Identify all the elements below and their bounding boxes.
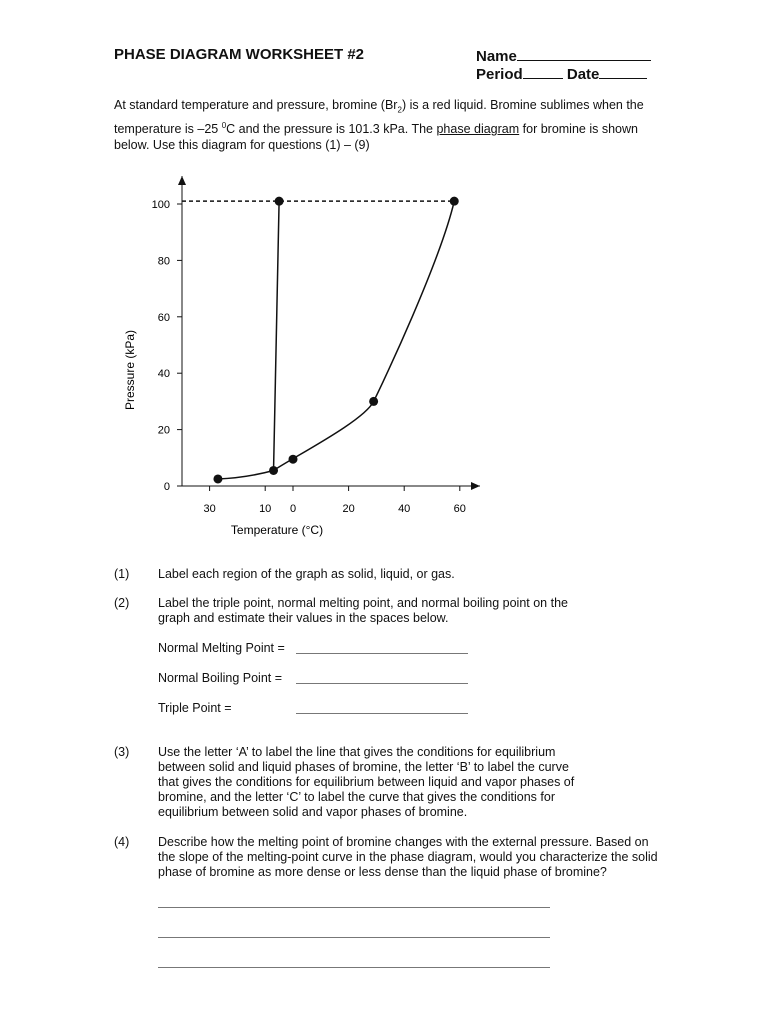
question-4-text: Describe how the melting point of bromine changes with the external pressure. Based on the slope of the melting-point curve in the phase diagram, would you characterize the solid phase of bromine as more dense or less dense than the liquid phase of bromine? bbox=[158, 835, 658, 879]
melting-point-answer[interactable] bbox=[296, 653, 468, 654]
period-date-field[interactable] bbox=[476, 64, 647, 83]
question-3-text: Use the letter ‘A’ to label the line that gives the conditions for equilibrium between solid and liquid phases of bromine, the letter ‘B’ to label the curve that gives the conditions for equilibrium between liquid and vapor phases of bromine, and the letter ‘C’ to label the curve that gives the conditions for equilibrium between solid and vapor phases of bromine. bbox=[158, 745, 575, 819]
y-tick-label: 60 bbox=[157, 311, 170, 324]
question-3-number: (3) bbox=[114, 745, 130, 759]
date-blank[interactable] bbox=[599, 64, 647, 79]
x-axis-label: Temperature (°C) bbox=[230, 523, 324, 537]
y-tick-label: 0 bbox=[163, 481, 170, 493]
intro-paragraph: At standard temperature and pressure, bromine $(Br_2)$ is a red liquid. Bromine sublimes when the temperature is –25 $^0$C and the pressure is 101.3 kPa. The phase diagram for bromine is shown below. Use this diagram for questions (1) – (9) bbox=[114, 98, 644, 152]
question-1-text: Label each region of the graph as solid, liquid, or gas. bbox=[158, 567, 455, 581]
y-tick-label: 100 bbox=[151, 199, 170, 211]
y-tick-label: 20 bbox=[157, 424, 170, 437]
answer-line-2[interactable] bbox=[158, 937, 550, 938]
question-1-number: (1) bbox=[114, 567, 130, 581]
worksheet-title: PHASE DIAGRAM WORKSHEET #2 bbox=[114, 46, 365, 63]
period-blank[interactable] bbox=[523, 64, 563, 79]
y-axis-arrow bbox=[178, 176, 186, 185]
period-label: Period bbox=[476, 66, 523, 83]
answer-line-3[interactable] bbox=[158, 967, 550, 968]
name-blank[interactable] bbox=[517, 46, 651, 61]
data-point bbox=[450, 197, 459, 206]
y-axis-label: Pressure (kPa) bbox=[123, 329, 137, 411]
phase-diagram-chart bbox=[100, 160, 500, 550]
name-field[interactable] bbox=[476, 46, 651, 65]
vaporization-curve bbox=[274, 201, 455, 470]
y-tick-label: 80 bbox=[157, 255, 170, 268]
x-tick-label: 60 bbox=[453, 503, 466, 515]
melting-line bbox=[274, 201, 280, 470]
chart-axes bbox=[178, 176, 480, 490]
y-tick-label: 40 bbox=[157, 368, 170, 381]
question-4-number: (4) bbox=[114, 835, 130, 849]
boiling-point-answer[interactable] bbox=[296, 683, 468, 684]
data-point bbox=[369, 397, 378, 406]
phase-diagram-link: phase diagram bbox=[436, 122, 520, 137]
data-point bbox=[289, 455, 298, 464]
x-tick-label: 0 bbox=[289, 503, 297, 515]
data-point bbox=[269, 466, 278, 475]
data-point bbox=[275, 197, 284, 206]
triple-point-answer[interactable] bbox=[296, 713, 468, 714]
question-2-text: Label the triple point, normal melting point, and normal boiling point on the graph and estimate their values in the spaces below. bbox=[158, 596, 568, 625]
name-label: Name bbox=[476, 48, 517, 65]
question-2-number: (2) bbox=[114, 596, 130, 610]
x-tick-label: 10 bbox=[259, 503, 272, 515]
x-tick-label: 30 bbox=[203, 503, 216, 515]
x-tick-label: 40 bbox=[398, 503, 411, 515]
data-point bbox=[213, 474, 222, 483]
x-axis-arrow bbox=[471, 482, 480, 490]
x-tick-label: 20 bbox=[342, 503, 355, 515]
answer-line-1[interactable] bbox=[158, 907, 550, 908]
triple-point-label: Triple Point = bbox=[158, 701, 232, 715]
sublimation-curve bbox=[218, 470, 274, 478]
boiling-point-label: Normal Boiling Point = bbox=[158, 671, 283, 685]
melting-point-label: Normal Melting Point = bbox=[158, 641, 285, 655]
date-label: Date bbox=[566, 66, 600, 83]
